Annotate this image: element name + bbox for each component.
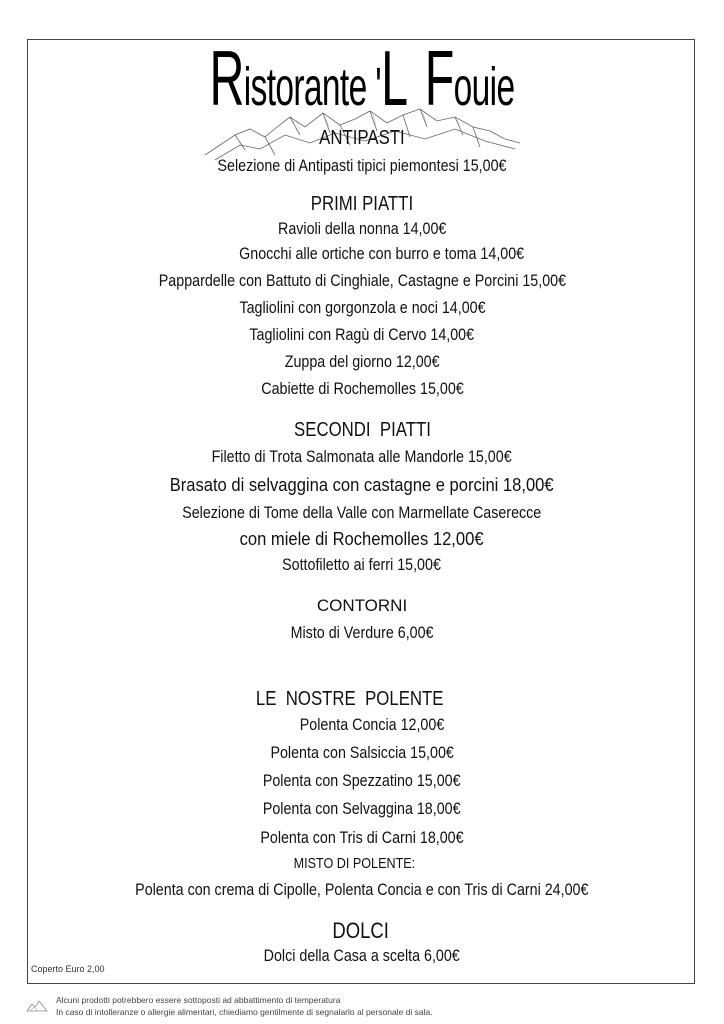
menu-item: Polenta con Salsiccia 15,00€ bbox=[270, 743, 454, 762]
disclaimer-line-1: Alcuni prodotti potrebbero essere sottoposti ad abbattimento di temperatura bbox=[56, 995, 341, 1005]
title-part: istorante ' bbox=[243, 57, 382, 117]
disclaimer-line-2: In caso di intolleranze o allergie alimentari, chiediamo gentilmente di segnalarlo al personale di sala. bbox=[56, 1007, 433, 1017]
title-part: R bbox=[209, 34, 244, 122]
section-title-antipasti: ANTIPASTI bbox=[319, 127, 405, 149]
coperto-note: Coperto Euro 2,00 bbox=[31, 964, 105, 974]
section-title-contorni: CONTORNI bbox=[316, 596, 408, 615]
menu-item: Polenta con Spezzatino 15,00€ bbox=[263, 771, 461, 790]
section-title-dolci: DOLCI bbox=[332, 918, 390, 943]
menu-item: Dolci della Casa a scelta 6,00€ bbox=[263, 946, 461, 965]
section-title-polente: LE NOSTRE POLENTE bbox=[256, 688, 444, 710]
menu-item: Polenta con Selvaggina 18,00€ bbox=[263, 799, 461, 818]
menu-item: Brasato di selvaggina con castagne e porcini 18,00€ bbox=[170, 475, 554, 495]
menu-item: Polenta con Tris di Carni 18,00€ bbox=[260, 828, 464, 847]
menu-item: Cabiette di Rochemolles 15,00€ bbox=[260, 379, 464, 398]
section-title-primi: PRIMI PIATTI bbox=[310, 193, 414, 215]
title-part: L bbox=[381, 34, 408, 122]
menu-item: Ravioli della nonna 14,00€ bbox=[277, 219, 447, 238]
menu-item: Sottofiletto ai ferri 15,00€ bbox=[282, 555, 442, 574]
misto-polente-title: MISTO DI POLENTE: bbox=[293, 855, 415, 872]
menu-item: Filetto di Trota Salmonata alle Mandorle 15,00€ bbox=[211, 447, 513, 466]
menu-item: Gnocchi alle ortiche con burro e toma 14,00€ bbox=[239, 244, 525, 263]
title-part: F bbox=[424, 34, 454, 122]
menu-item: Polenta Concia 12,00€ bbox=[299, 715, 445, 734]
menu-item: Polenta con crema di Cipolle, Polenta Concia e con Tris di Carni 24,00€ bbox=[135, 880, 589, 899]
menu-item: Pappardelle con Battuto di Cinghiale, Castagne e Porcini 15,00€ bbox=[158, 271, 566, 290]
menu-item: Selezione di Antipasti tipici piemontesi 15,00€ bbox=[217, 156, 507, 175]
menu-item: con miele di Rochemolles 12,00€ bbox=[240, 529, 484, 549]
menu-item: Tagliolini con gorgonzola e noci 14,00€ bbox=[238, 298, 486, 317]
title-part: ouie bbox=[453, 57, 515, 117]
menu-item: Selezione di Tome della Valle con Marmellate Caserecce bbox=[182, 503, 542, 522]
menu-item: Zuppa del giorno 12,00€ bbox=[284, 352, 440, 371]
menu-item: Misto di Verdure 6,00€ bbox=[290, 623, 434, 642]
menu-item: Tagliolini con Ragù di Cervo 14,00€ bbox=[249, 325, 475, 344]
section-title-secondi: SECONDI PIATTI bbox=[293, 419, 431, 441]
mountains-logo-icon bbox=[26, 999, 48, 1013]
